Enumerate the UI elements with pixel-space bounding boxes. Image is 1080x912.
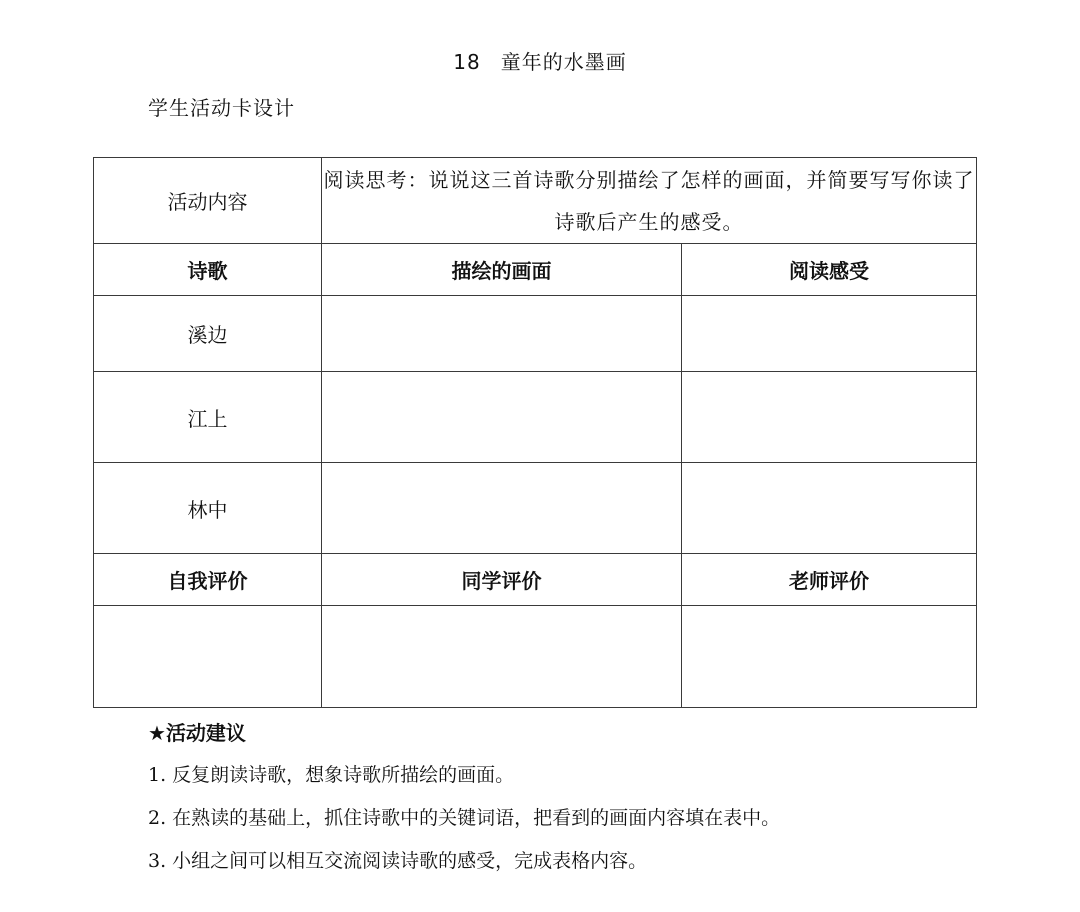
lesson-number: 18 — [453, 50, 481, 74]
activity-row — [94, 158, 977, 244]
activity-card-table — [93, 157, 977, 708]
poem-name: 溪边 — [94, 296, 322, 372]
feeling-input-cell[interactable] — [682, 296, 977, 372]
suggestion-item: 2. 在熟读的基础上，抓住诗歌中的关键词语，把看到的画面内容填在表中。 — [148, 807, 781, 829]
column-header-poem: 诗歌 — [94, 244, 322, 296]
poem-row — [94, 372, 977, 463]
column-header-row — [94, 244, 977, 296]
suggestions-list — [148, 760, 780, 889]
star-icon: ★ — [148, 721, 166, 745]
poem-row — [94, 296, 977, 372]
page-title — [0, 46, 1080, 75]
column-header-feeling: 阅读感受 — [682, 244, 977, 296]
peer-evaluation-cell[interactable] — [322, 606, 682, 708]
feeling-input-cell[interactable] — [682, 372, 977, 463]
teacher-evaluation-header: 老师评价 — [682, 554, 977, 606]
picture-input-cell[interactable] — [322, 372, 682, 463]
self-evaluation-header: 自我评价 — [94, 554, 322, 606]
suggestions-heading — [148, 717, 246, 746]
suggestion-item: 1. 反复朗读诗歌，想象诗歌所描绘的画面。 — [148, 764, 515, 786]
suggestions-heading-text: 活动建议 — [165, 721, 246, 745]
poem-name: 林中 — [94, 463, 322, 554]
peer-evaluation-header: 同学评价 — [322, 554, 682, 606]
evaluation-header-row — [94, 554, 977, 606]
subtitle: 学生活动卡设计 — [148, 96, 295, 120]
evaluation-row — [94, 606, 977, 708]
activity-label: 活动内容 — [94, 158, 322, 244]
feeling-input-cell[interactable] — [682, 463, 977, 554]
suggestion-item: 3. 小组之间可以相互交流阅读诗歌的感受，完成表格内容。 — [148, 850, 648, 872]
lesson-title: 童年的水墨画 — [500, 50, 627, 74]
self-evaluation-cell[interactable] — [94, 606, 322, 708]
teacher-evaluation-cell[interactable] — [682, 606, 977, 708]
column-header-picture: 描绘的画面 — [322, 244, 682, 296]
picture-input-cell[interactable] — [322, 463, 682, 554]
poem-row — [94, 463, 977, 554]
poem-name: 江上 — [94, 372, 322, 463]
picture-input-cell[interactable] — [322, 296, 682, 372]
activity-text: 阅读思考：说说这三首诗歌分别描绘了怎样的画面，并简要写写你读了诗歌后产生的感受。 — [322, 158, 977, 244]
